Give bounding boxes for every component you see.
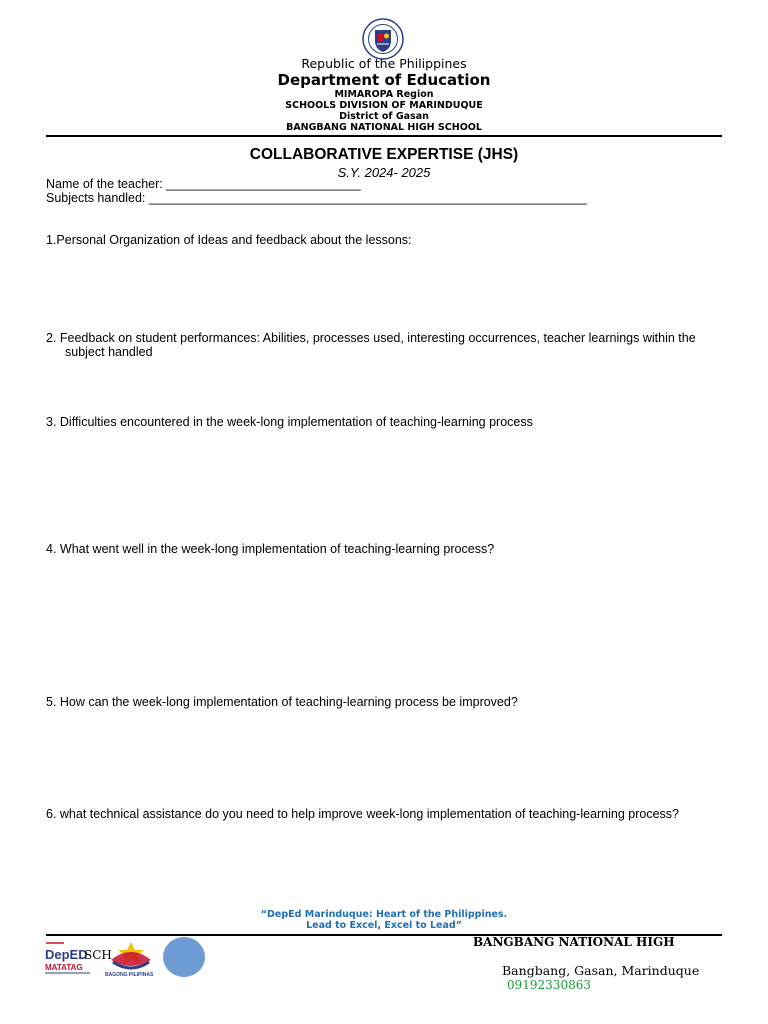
question-2-continuation: subject handled [65,345,153,359]
footer-sch-fragment: SCH [84,948,112,962]
matatag-wordmark: MATATAG [45,963,83,972]
deped-wordmark: DepED [45,947,88,962]
question-1: 1.Personal Organization of Ideas and feedback about the lessons: [46,233,412,247]
school-logo [163,937,205,977]
district-label: District of Gasan [339,111,429,122]
form-title: COLLABORATIVE EXPERTISE (JHS) [249,146,519,163]
footer-phone: 09192330863 [507,978,591,992]
bagong-pilipinas-logo [105,938,157,978]
question-3: 3. Difficulties encountered in the week-long implementation of teaching-learning process [46,415,533,429]
footer-address: Bangbang, Gasan, Marinduque [502,963,700,978]
question-2: 2. Feedback on student performances: Abilities, processes used, interesting occurrences, teacher learnings within the [46,331,696,345]
motto-line-1: “DepEd Marinduque: Heart of the Philippines. [260,909,508,920]
republic-label: Republic of the Philippines [301,56,467,71]
question-6: 6. what technical assistance do you need to help improve week-long implementation of teaching-learning process? [46,807,680,821]
question-5: 5. How can the week-long implementation of teaching-learning process be improved? [46,695,518,709]
motto-line-2: Lead to Excel, Excel to Lead” [306,920,462,931]
division-label: SCHOOLS DIVISION OF MARINDUQUE [285,100,483,111]
teacher-name-field[interactable]: Name of the teacher: ____________________________ [46,177,361,191]
department-name: Department of Education [277,71,491,89]
motto [0,909,768,931]
deped-seal-icon [362,18,404,60]
footer-school-name: BANGBANG NATIONAL HIGH [473,935,675,949]
region-label: MIMAROPA Region [334,89,434,100]
question-4: 4. What went well in the week-long implementation of teaching-learning process? [46,542,495,556]
school-year: S.Y. 2024- 2025 [337,165,431,180]
school-label: BANGBANG NATIONAL HIGH SCHOOL [286,122,482,133]
bagong-pilipinas-wordmark: BAGONG PILIPINAS [105,972,154,978]
header-divider [46,135,722,137]
subjects-handled-field[interactable]: Subjects handled: _______________________________________________________________ [46,191,587,205]
